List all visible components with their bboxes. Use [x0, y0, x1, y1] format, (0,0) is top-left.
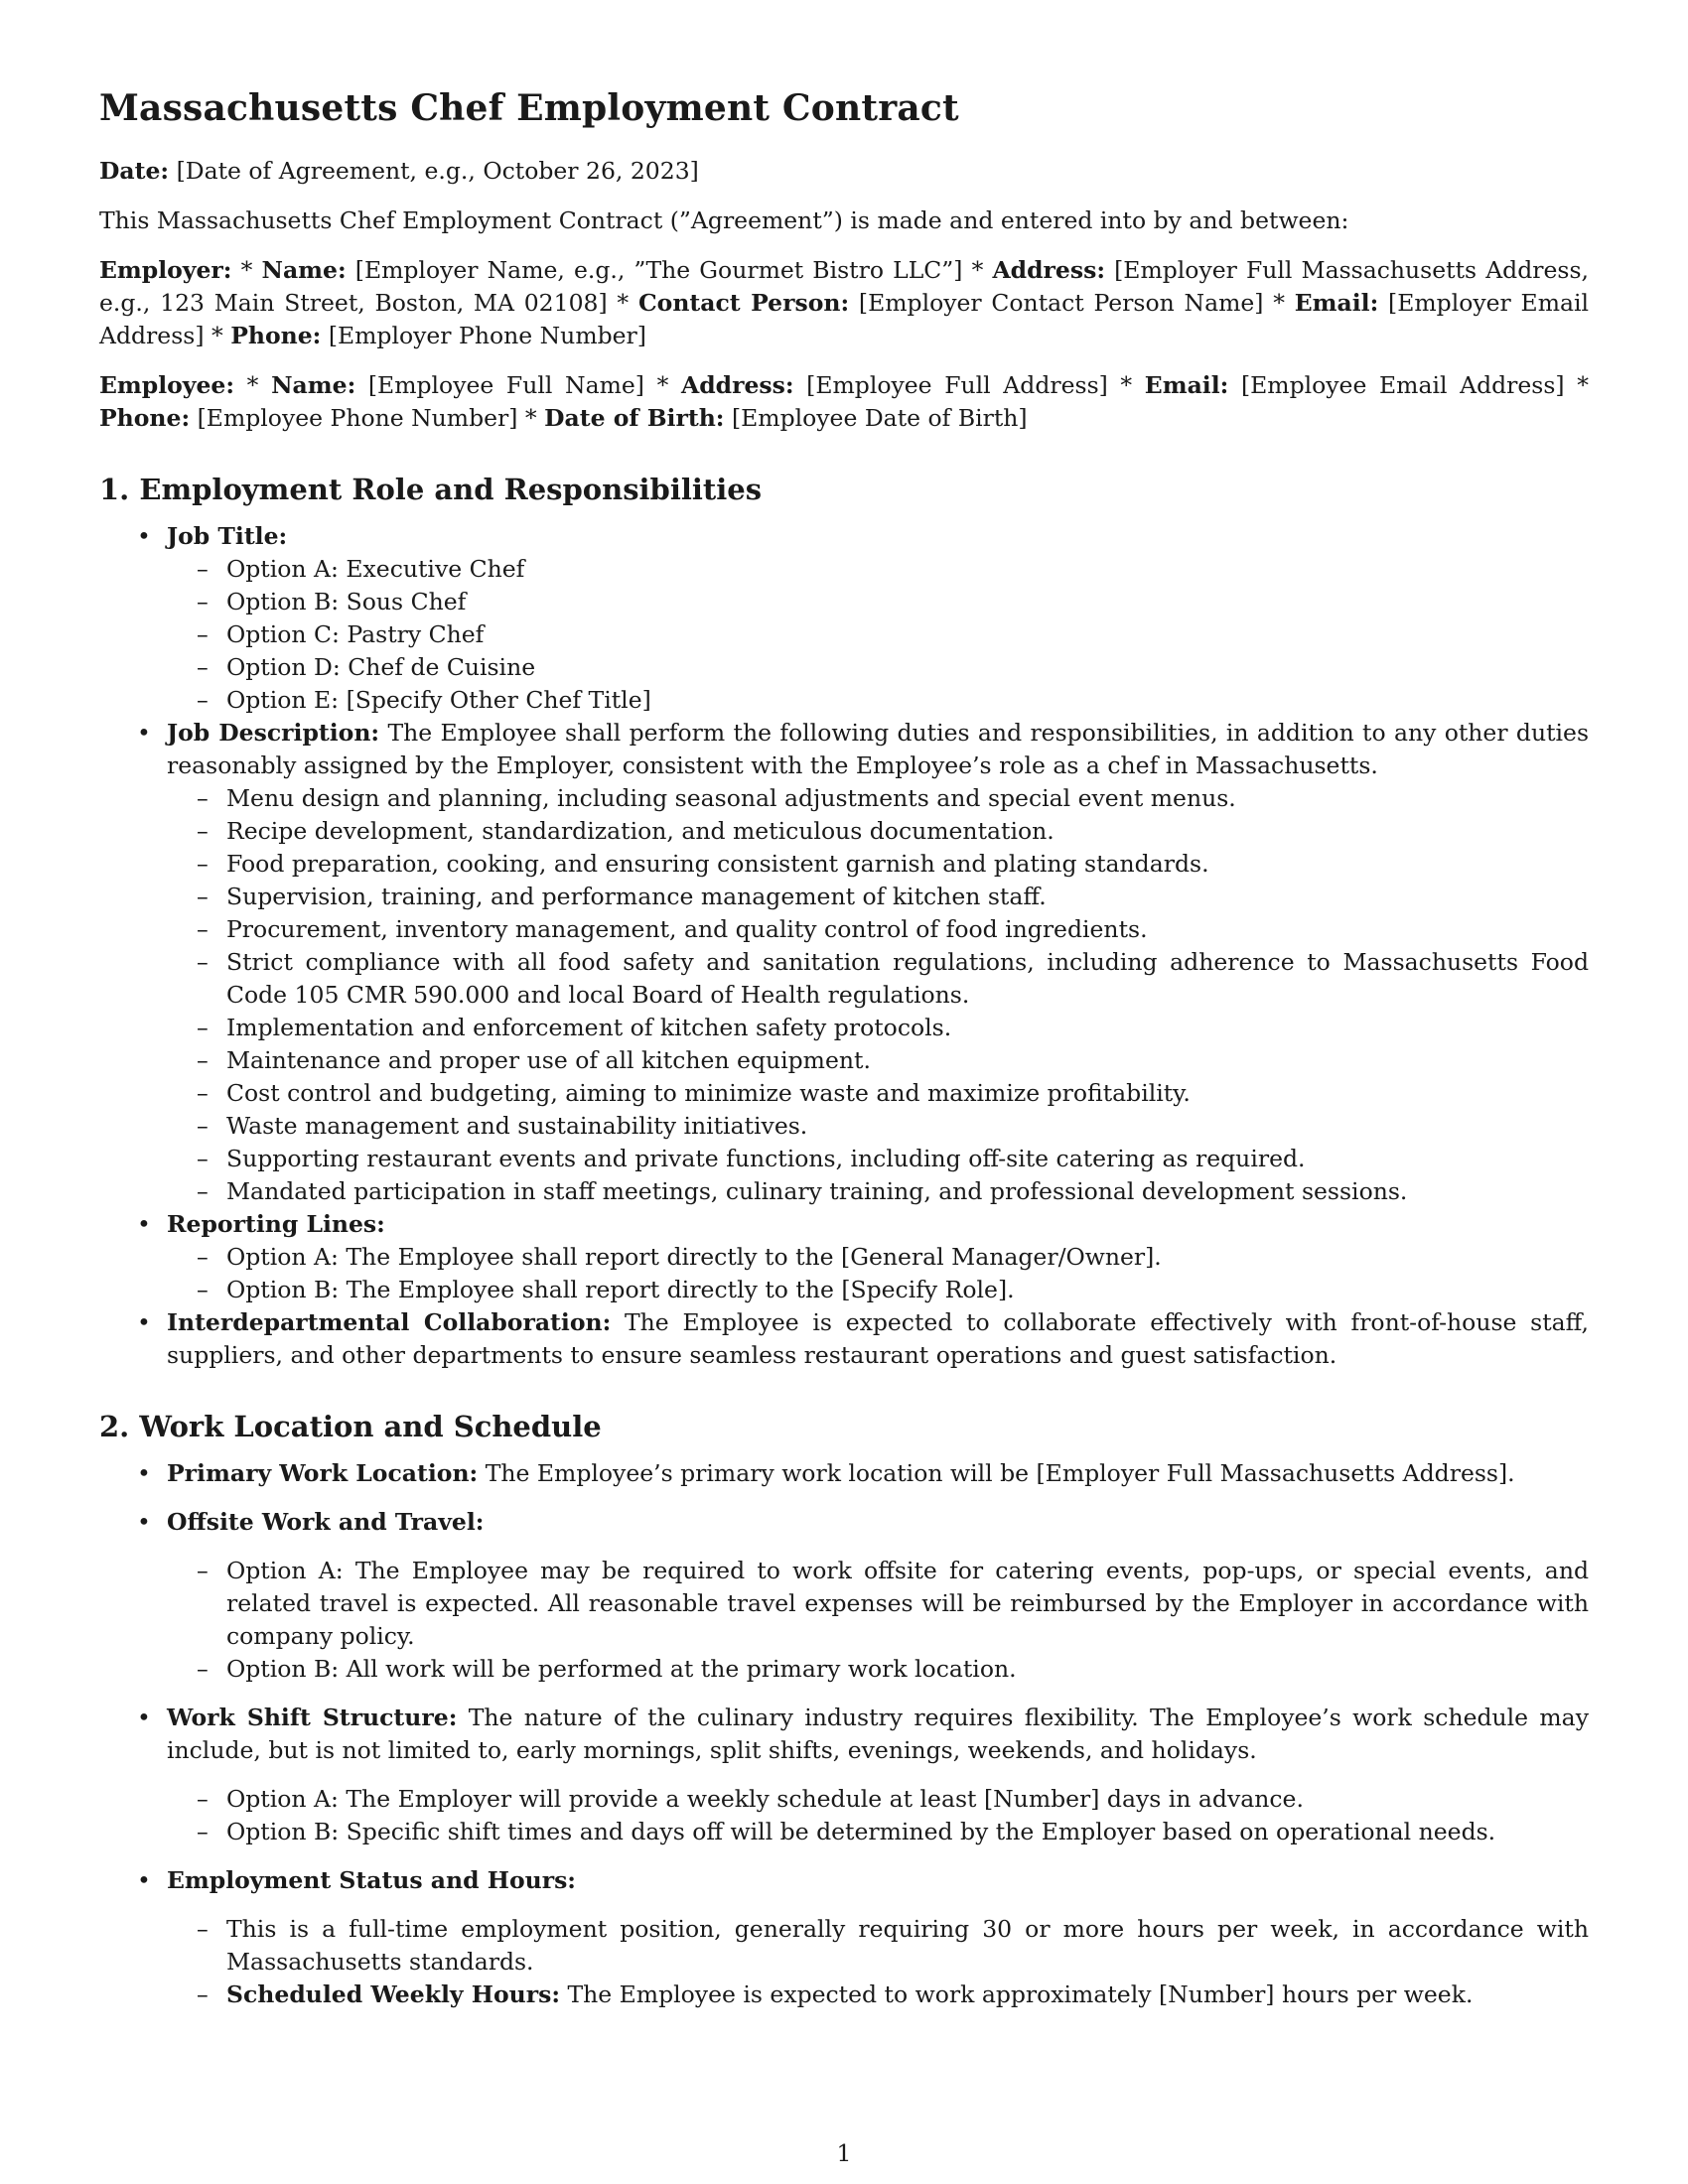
- list-item: – Option A: The Employee may be required to work offsite for catering events, pop-ups, or special events, and related travel is expected. All reasonable travel expenses will be reimbursed by the Employer in accordance with company policy.: [167, 1555, 1589, 1653]
- primary-location-item: [99, 1457, 1589, 1490]
- employee-name-label: Name:: [271, 371, 356, 399]
- employer-label: Employer:: [99, 256, 232, 284]
- list-item: – Supporting restaurant events and private functions, including off-site catering as required.: [167, 1143, 1589, 1175]
- date-label: Date:: [99, 157, 170, 185]
- list-item: – Supervision, training, and performance management of kitchen staff.: [167, 881, 1589, 913]
- list-item: – Menu design and planning, including seasonal adjustments and special event menus.: [167, 782, 1589, 815]
- employer-email-label: Email:: [1294, 289, 1379, 317]
- job-description-label: Job Description:: [167, 719, 380, 747]
- list-item: – Option E: [Specify Other Chef Title]: [167, 684, 1589, 717]
- section-2-list: [99, 1457, 1589, 2011]
- employee-dob-value: [Employee Date of Birth]: [724, 404, 1028, 432]
- intro-paragraph: This Massachusetts Chef Employment Contract (”Agreement”) is made and entered into by and between:: [99, 206, 1349, 234]
- list-item: – Option C: Pastry Chef: [167, 618, 1589, 651]
- reporting-lines-item: [99, 1208, 1589, 1306]
- employer-phone-value: [Employer Phone Number]: [321, 322, 646, 349]
- section-1-list: [99, 520, 1589, 1372]
- shift-structure-item: [99, 1702, 1589, 1848]
- collaboration-item: [99, 1306, 1589, 1372]
- document-page: [99, 87, 1589, 2027]
- list-item: – Implementation and enforcement of kitchen safety protocols.: [167, 1012, 1589, 1044]
- document-title: Massachusetts Chef Employment Contract: [99, 87, 959, 129]
- shift-structure-text: The nature of the culinary industry requires flexibility. The Employee’s work schedule may include, but is not limited to, early mornings, split shifts, evenings, weekends, and holidays.: [167, 1704, 1589, 1764]
- job-description-text: The Employee shall perform the following duties and responsibilities, in addition to any other duties reasonably assigned by the Employer, consistent with the Employee’s role as a chef in Massachusetts.: [167, 719, 1590, 779]
- list-item: – Strict compliance with all food safety and sanitation regulations, including adherence to Massachusetts Food Code 105 CMR 590.000 and local Board of Health regulations.: [167, 946, 1589, 1012]
- list-item: – Option D: Chef de Cuisine: [167, 651, 1589, 684]
- employee-phone-value: [Employee Phone Number] *: [190, 404, 545, 432]
- employer-address-label: Address:: [992, 256, 1106, 284]
- job-title-label: Job Title:: [167, 522, 288, 550]
- list-item: – Maintenance and proper use of all kitchen equipment.: [167, 1044, 1589, 1077]
- reporting-lines-label: Reporting Lines:: [167, 1210, 385, 1238]
- employee-dob-label: Date of Birth:: [544, 404, 725, 432]
- list-item: – Mandated participation in staff meetings, culinary training, and professional development sessions.: [167, 1175, 1589, 1208]
- employer-contact-value: [Employer Contact Person Name] *: [849, 289, 1295, 317]
- employee-name-value: [Employee Full Name] *: [355, 371, 681, 399]
- list-item: – Option A: The Employee shall report directly to the [General Manager/Owner].: [167, 1241, 1589, 1274]
- page-number: 1: [836, 2139, 852, 2167]
- section-2-heading: 2. Work Location and Schedule: [99, 1410, 602, 1443]
- list-item: – Option B: Sous Chef: [167, 586, 1589, 618]
- list-item: – Option A: Executive Chef: [167, 553, 1589, 586]
- employee-block: Employee: * Name: [Employee Full Name] * Address: [Employee Full Address] * Email: [Employee Email Address] * Phone: [Employee Phone Number] * Date of Birth: [Employee Date of Birth]: [99, 371, 1589, 432]
- job-description-item: [99, 717, 1589, 1208]
- employee-phone-label: Phone:: [99, 404, 191, 432]
- primary-location-label: Primary Work Location:: [167, 1459, 479, 1487]
- list-item: – Procurement, inventory management, and quality control of food ingredients.: [167, 913, 1589, 946]
- date-value: [Date of Agreement, e.g., October 26, 2023]: [169, 157, 699, 185]
- collaboration-label: Interdepartmental Collaboration:: [167, 1308, 612, 1336]
- employer-name-label: Name:: [261, 256, 347, 284]
- list-item: – Waste management and sustainability initiatives.: [167, 1110, 1589, 1143]
- shift-structure-label: Work Shift Structure:: [167, 1704, 458, 1731]
- offsite-label: Offsite Work and Travel:: [167, 1508, 485, 1536]
- employer-phone-label: Phone:: [230, 322, 322, 349]
- list-item: – Cost control and budgeting, aiming to minimize waste and maximize profitability.: [167, 1077, 1589, 1110]
- list-item: – Option B: The Employee shall report directly to the [Specify Role].: [167, 1274, 1589, 1306]
- weekly-hours-text: The Employee is expected to work approximately [Number] hours per week.: [560, 1980, 1474, 2008]
- offsite-item: [99, 1506, 1589, 1686]
- list-item: [167, 1979, 1589, 2011]
- job-title-item: [99, 520, 1589, 717]
- employee-address-value: [Employee Full Address] *: [793, 371, 1145, 399]
- date-line: [99, 155, 1589, 188]
- list-item: – Food preparation, cooking, and ensuring consistent garnish and plating standards.: [167, 848, 1589, 881]
- employer-address-value: [Employer Full Massachusetts Address, e.g., 123 Main Street, Boston, MA 02108] *: [99, 256, 1589, 317]
- weekly-hours-label: Scheduled Weekly Hours:: [226, 1980, 560, 2008]
- collaboration-text: The Employee is expected to collaborate effectively with front-of-house staff, suppliers, and other departments to ensure seamless restaurant operations and guest satisfaction.: [167, 1308, 1589, 1369]
- employer-name-value: [Employer Name, e.g., ”The Gourmet Bistro LLC”] *: [346, 256, 993, 284]
- employer-email-value: [Employer Email Address] *: [99, 289, 1590, 349]
- employment-status-item: [99, 1864, 1589, 2011]
- list-item: – Option B: Specific shift times and days off will be determined by the Employer based on operational needs.: [167, 1816, 1589, 1848]
- section-1-heading: 1. Employment Role and Responsibilities: [99, 473, 763, 506]
- employer-block: Employer: * Name: [Employer Name, e.g., ”The Gourmet Bistro LLC”] * Address: [Employer Full Massachusetts Address, e.g., 123 Main Street, Boston, MA 02108] * Contact Person: [Employer Contact Person Name] * Email: [Employer Email Address] * Phone: [Employer Phone Number]: [99, 256, 1590, 349]
- employer-contact-label: Contact Person:: [637, 289, 850, 317]
- list-item: – Option A: The Employer will provide a weekly schedule at least [Number] days in advance.: [167, 1783, 1589, 1816]
- employee-email-value: [Employee Email Address] *: [1228, 371, 1589, 399]
- employment-status-label: Employment Status and Hours:: [167, 1866, 576, 1894]
- list-item: – Option B: All work will be performed at the primary work location.: [167, 1653, 1589, 1686]
- list-item: – Recipe development, standardization, and meticulous documentation.: [167, 815, 1589, 848]
- primary-location-text: The Employee’s primary work location will be [Employer Full Massachusetts Address].: [478, 1459, 1515, 1487]
- employee-address-label: Address:: [680, 371, 794, 399]
- employee-label: Employee:: [99, 371, 235, 399]
- employee-email-label: Email:: [1144, 371, 1229, 399]
- list-item: – This is a full-time employment position, generally requiring 30 or more hours per week, in accordance with Massachusetts standards.: [167, 1913, 1589, 1979]
